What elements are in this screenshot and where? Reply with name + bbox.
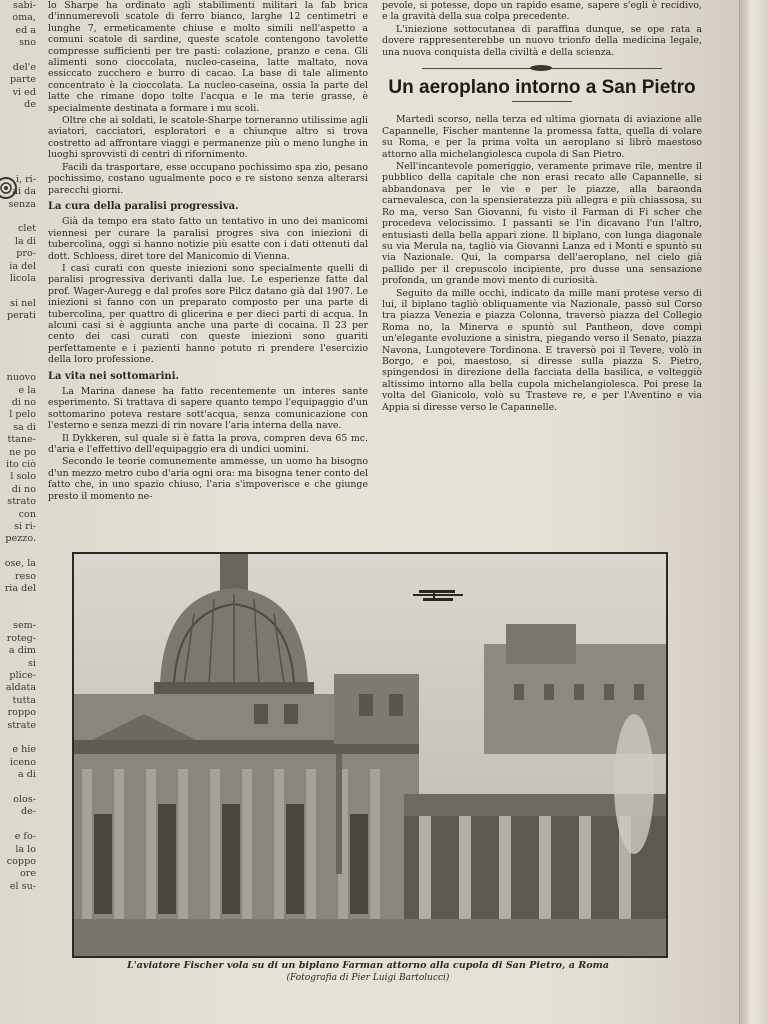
paragraph: La Marina danese ha fatto recentemente un interes sante esperimento. Si trattava di sapere quanto tempo l'equipaggio d'un sottomarino poteva restare sott'acqua, senza comunicazione con l'esterno e senza mezzi di rin novare l'aria interna della nave. <box>48 386 368 432</box>
strip-line <box>0 347 38 359</box>
strip-line <box>0 112 38 124</box>
left-article-column <box>48 0 368 503</box>
strip-line: senza <box>8 198 36 210</box>
strip-line: i, ri- <box>15 173 36 185</box>
strip-line: pezzo. <box>5 533 36 545</box>
strip-line: la di <box>14 235 36 247</box>
strip-line: sa di <box>13 421 36 433</box>
strip-line: perati <box>6 310 36 322</box>
paragraph: L'iniezione sottocutanea di paraffina dunque, se ope rata a dovere rappresenterebbe un nuovo trionfo della medicina legale, una nuova conquista della civiltà e della scienza. <box>382 23 702 58</box>
strip-line: ai da <box>12 186 36 198</box>
photo-caption <box>72 960 664 984</box>
strip-line <box>0 360 38 372</box>
strip-line: tutta <box>12 694 36 706</box>
strip-line: olos- <box>13 794 36 805</box>
strip-line <box>0 323 38 335</box>
strip-line <box>0 596 38 608</box>
strip-line: di no <box>11 483 36 495</box>
strip-line: strate <box>7 719 36 731</box>
paragraph: Martedì scorso, nella terza ed ultima giornata di aviazione alle Capannelle, Fischer mantenne la promessa fatta, quella di volare su Roma, e per la prima volta un aeroplano si librò maestoso attorno alla michelangiolesca cupola di San Pietro. <box>382 114 702 160</box>
strip-line: si ri- <box>14 521 36 533</box>
strip-line: l pelo <box>9 409 36 421</box>
paragraph: Facili da trasportare, esse occupano pochissimo spa zio, pesano pochissimo, costano ugualmente poco e re sistono senza alterarsi parecchi giorni. <box>48 161 368 196</box>
right-article-column <box>382 0 702 414</box>
paragraph: lo Sharpe ha ordinato agli stabilimenti militari la fab brica d'innumerevoli scatole di ferro bianco, larghe 12 centimetri e lunghe 7, ermeticamente chiuse e molto simili nell'aspetto a comuni scatole di sardine, queste scatole contengono tavolette compresse sufficienti per tre pasti: colazione, pranzo e cena. Gli alimenti sono cioccolata, nucleo-caseina, latte maltato, nova essiccato zucchero e burro di cacao. La base di tale alimento concentrato è la cioccolata. La nucleo-caseina, ossia la parte del latte che rimane dopo tolte l'acqua e le ma terie grasse, è specialmente destinata a formare i mu scoli. <box>48 0 368 114</box>
strip-line: de- <box>20 806 36 818</box>
strip-line: ed a <box>15 24 36 36</box>
strip-line: de <box>24 99 36 111</box>
strip-line: reso <box>15 570 36 582</box>
strip-line <box>0 546 38 558</box>
strip-line: si <box>28 657 36 669</box>
strip-line: ito ciò <box>6 459 36 471</box>
strip-line: clet <box>18 223 36 235</box>
paragraph: Nell'incantevole pomeriggio, veramente primave rile, mentre il pubblico della capitale che non erasi recato alle Capannelle, si abbandonava per le vie e per le piazze, alla baraonda carnevalesca, con la spensieratezza più allegra e più chiassosa, su Ro ma, verso San Giovanni, fu visto il Farman di Fi scher che procedeva velocissimo. I passanti se l'in dicavano l'un l'altro, entusiasti della bella appari zione. Il biplano, con lunga diagonale su via Merula na, tagliò via Giovanni Lanza ed i Monti e spuntò su via Nazionale. Qui, la comparsa dell'aeroplano, nel cielo già pallido per il crepuscolo incipiente, pro dusse una sensazione profonda, un grande movi mento di curiosità. <box>382 161 702 287</box>
paragraph: Secondo le teorie comunemente ammesse, un uomo ha bisogno d'un mezzo metro cubo d'aria ogni ora: ma bisogna tener conto del fatto che, in uno spazio chiuso, l'aria s'impoverisce e che giunge presto il momento ne- <box>48 456 368 502</box>
strip-line <box>0 285 38 297</box>
strip-line <box>0 782 38 794</box>
strip-line: ia del <box>9 260 36 272</box>
strip-line: coppo <box>6 856 36 868</box>
strip-line: plice- <box>9 669 36 681</box>
strip-line: ose, la <box>4 558 36 570</box>
strip-line <box>0 50 38 62</box>
paragraph: Oltre che ai soldati, le scatole-Sharpe torneranno utilissime agli aviatori, cacciatori, esploratori e a chiunque altro si trova costretto ad affrontare viaggi e permanenze più o meno lunghe in luoghi sprovvisti di centri di rifornimento. <box>48 115 368 161</box>
ornament-icon <box>0 168 22 208</box>
strip-line <box>0 732 38 744</box>
strip-line: ria del <box>4 583 36 595</box>
strip-line: la lo <box>15 843 36 855</box>
strip-line <box>0 819 38 831</box>
strip-line: nuovo <box>6 372 36 384</box>
strip-line: iceno <box>9 756 36 768</box>
strip-line: vi ed <box>12 86 36 98</box>
strip-line: e fo- <box>14 831 36 843</box>
paragraph: Già da tempo era stato fatto un tentativo in uno dei manicomi viennesi per curare la paralisi progres siva con iniezioni di tubercolina, oggi si hanno notizie più esatte con i dati ottenuti dal dott. Schloess, diret tore del Manicomio di Vienna. <box>48 216 368 262</box>
photo-credit: (Fotografia di Pier Luigi Bartolucci) <box>286 973 450 983</box>
strip-line: pro- <box>16 248 36 260</box>
article-headline: Un aeroplano intorno a San Pietro <box>388 77 696 99</box>
paragraph: Il Dykkeren, sul quale si è fatta la prova, compren deva 65 mc. d'aria e l'effettivo dell'equipaggio era di undici uomini. <box>48 432 368 456</box>
strip-line: roppo <box>7 707 36 719</box>
paragraph: I casi curati con queste iniezioni sono specialmente quelli di paralisi progressiva derivanti dalla lue. Le esperienze fatte dal prof. Wager-Auregg e dal profes sore Pilcz datano già dal 1907. Le iniezioni si fanno con un preparato composto per una parte di tubercolina, per quattro di glicerina e per dieci parti di acqua. In alcuni casi si è aggiunta anche una parte di cocaina. Il 23 per cento dei casi curati con queste iniezioni sono guariti perfettamente e i pazienti hanno potuto ri prendere l'esercizio della loro professione. <box>48 262 368 366</box>
paragraph: pevole, si potesse, dopo un rapido esame, sapere s'egli è recidivo, e la gravità della sua colpa precedente. <box>382 0 702 23</box>
strip-line <box>0 149 38 161</box>
strip-line: e la <box>18 384 36 396</box>
strip-line: si nel <box>10 297 36 309</box>
strip-line: l solo <box>10 471 36 483</box>
strip-line: ne po <box>9 446 36 458</box>
strip-line <box>0 136 38 148</box>
strip-line: sabi- <box>12 0 36 11</box>
strip-line: ore <box>19 868 36 880</box>
section-divider <box>382 62 702 76</box>
strip-line: a dim <box>8 645 36 657</box>
strip-line: parte <box>10 74 36 86</box>
paragraph: Seguito da mille occhi, indicato da mille mani protese verso di lui, il biplano tagliò obliquamente via Nazionale, passò sul Corso tra piazza Venezia e piazza Colonna, traversò piazza del Collegio Roma no, la Minerva e spuntò sul Pantheon, dove compì un'elegante evoluzione a sinistra, piegando verso il Senato, piazza Navona, Lungotevere Tordinona. E traversò poi il Tevere, volò in Borgo, e poi, maestoso, si diresse sulla piazza S. Pietro, spingendosi in direzione della facciata della basilica, e volteggiò altissimo intorno alla bella cupola michelangiolesca. Poi prese la volta del Gianicolo, volò su Trasteve re, e per l'Aventino e via Appia si diresse verso le Capannelle. <box>382 287 702 413</box>
previous-page-strip <box>0 0 38 960</box>
basilica-photograph <box>72 552 668 958</box>
section-heading: La vita nei sottomarini. <box>48 370 179 382</box>
strip-line: di no <box>11 397 36 408</box>
strip-line: sno <box>19 37 36 49</box>
strip-line <box>0 335 38 347</box>
strip-line: a di <box>18 769 36 781</box>
strip-line: con <box>18 508 36 520</box>
strip-line: roteg- <box>6 632 36 644</box>
strip-line: sem- <box>13 620 36 632</box>
strip-line <box>0 211 38 223</box>
st-peters-basilica-icon <box>74 554 666 956</box>
headline-rule <box>512 101 572 102</box>
strip-line: strato <box>7 496 36 508</box>
strip-line: e hie <box>12 744 36 756</box>
strip-line: del'e <box>12 62 36 74</box>
strip-line: licola <box>9 272 36 284</box>
strip-line <box>0 124 38 136</box>
book-gutter <box>739 0 768 1024</box>
strip-line: aldata <box>5 682 36 694</box>
section-heading: La cura della paralisi progressiva. <box>48 200 239 212</box>
strip-line <box>0 608 38 620</box>
caption-text: L'aviatore Fischer vola su di un biplano Farman attorno alla cupola di San Pietro, a Roma <box>127 960 609 971</box>
strip-line: ttane- <box>7 434 36 446</box>
strip-line: oma, <box>12 12 36 24</box>
strip-line: el su- <box>9 880 36 892</box>
